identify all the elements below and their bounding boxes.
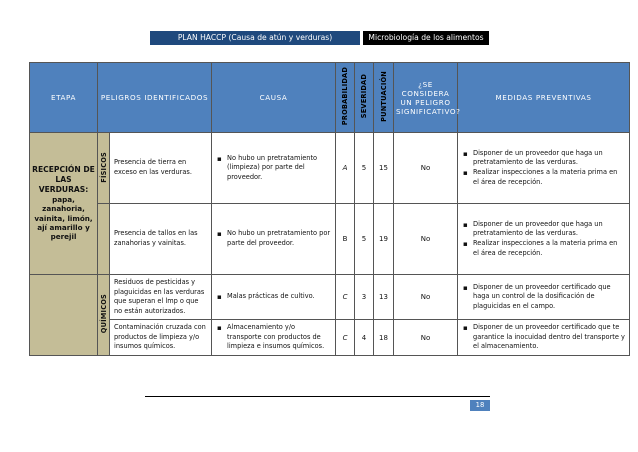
- stage-title: RECEPCIÓN DE LAS VERDURAS:: [32, 165, 95, 195]
- table-row: [30, 133, 630, 204]
- stage-cell: [30, 133, 98, 275]
- table-row: [30, 204, 630, 275]
- category-fisicos: FÍSICOS: [98, 133, 110, 204]
- significant-cell: No: [394, 204, 458, 275]
- hazard-cell: Presencia de tallos en las zanahorias y vainitas.: [110, 204, 212, 275]
- footer-divider: [145, 396, 490, 397]
- haccp-table: [29, 62, 630, 356]
- col-header-peligros: PELIGROS IDENTIFICADOS: [98, 63, 212, 133]
- category-quimicos: QUÍMICOS: [98, 275, 110, 356]
- probability-cell: A: [336, 133, 355, 204]
- category-fisicos-cont: [98, 204, 110, 275]
- table-row: [30, 275, 630, 320]
- col-header-severidad: SEVERIDAD: [355, 63, 374, 133]
- stage-cell-cont: [30, 275, 98, 356]
- cause-cell: ▪ No hubo un pretratamiento por parte del proveedor.: [212, 204, 336, 275]
- score-cell: 18: [374, 320, 394, 356]
- cause-cell: ▪ No hubo un pretratamiento (limpieza) por parte del proveedor.: [212, 133, 336, 204]
- probability-cell: C: [336, 320, 355, 356]
- hazard-cell: Contaminación cruzada con productos de limpieza y/o insumos químicos.: [110, 320, 212, 356]
- col-header-significativo: ¿SE CONSIDERA UN PELIGRO SIGNIFICATIVO?: [394, 63, 458, 133]
- cause-cell: ▪ Almacenamiento y/o transporte con productos de limpieza e insumos químicos.: [212, 320, 336, 356]
- measures-cell: ▪ Disponer de un proveedor certificado que haga un control de la dosificación de plaguicidas en el campo.: [458, 275, 630, 320]
- severity-cell: 4: [355, 320, 374, 356]
- probability-cell: B: [336, 204, 355, 275]
- significant-cell: No: [394, 275, 458, 320]
- significant-cell: No: [394, 320, 458, 356]
- score-cell: 19: [374, 204, 394, 275]
- col-header-etapa: ETAPA: [30, 63, 98, 133]
- header-document-title: PLAN HACCP (Causa de atún y verduras): [150, 31, 360, 45]
- hazard-cell: Presencia de tierra en exceso en las verduras.: [110, 133, 212, 204]
- severity-cell: 5: [355, 204, 374, 275]
- severity-cell: 3: [355, 275, 374, 320]
- stage-items: papa, zanahoria, vainita, limón, ají amarillo y perejil: [34, 194, 93, 242]
- score-cell: 13: [374, 275, 394, 320]
- probability-cell: C: [336, 275, 355, 320]
- col-header-causa: CAUSA: [212, 63, 336, 133]
- col-header-medidas: MEDIDAS PREVENTIVAS: [458, 63, 630, 133]
- severity-cell: 5: [355, 133, 374, 204]
- measures-cell: ▪ Disponer de un proveedor certificado que te garantice la inocuidad dentro del transporte y el almacenamiento.: [458, 320, 630, 356]
- page-number: 18: [470, 400, 490, 411]
- header-course-title: Microbiología de los alimentos: [363, 31, 489, 45]
- table-header-row: [30, 63, 630, 133]
- col-header-puntuacion: PUNTUACIÓN: [374, 63, 394, 133]
- measures-cell: ▪ Disponer de un proveedor que haga un pretratamiento de las verduras. ▪ Realizar inspecciones a la materia prima en el área de recepción.: [458, 204, 630, 275]
- score-cell: 15: [374, 133, 394, 204]
- cause-cell: ▪ Malas prácticas de cultivo.: [212, 275, 336, 320]
- measures-cell: ▪ Disponer de un proveedor que haga un pretratamiento de las verduras. ▪ Realizar inspecciones a la materia prima en el área de recepción.: [458, 133, 630, 204]
- col-header-probabilidad: PROBABILIDAD: [336, 63, 355, 133]
- table-row: [30, 320, 630, 356]
- significant-cell: No: [394, 133, 458, 204]
- hazard-cell: Residuos de pesticidas y plaguicidas en las verduras que superan el lmp o que no están autorizados.: [110, 275, 212, 320]
